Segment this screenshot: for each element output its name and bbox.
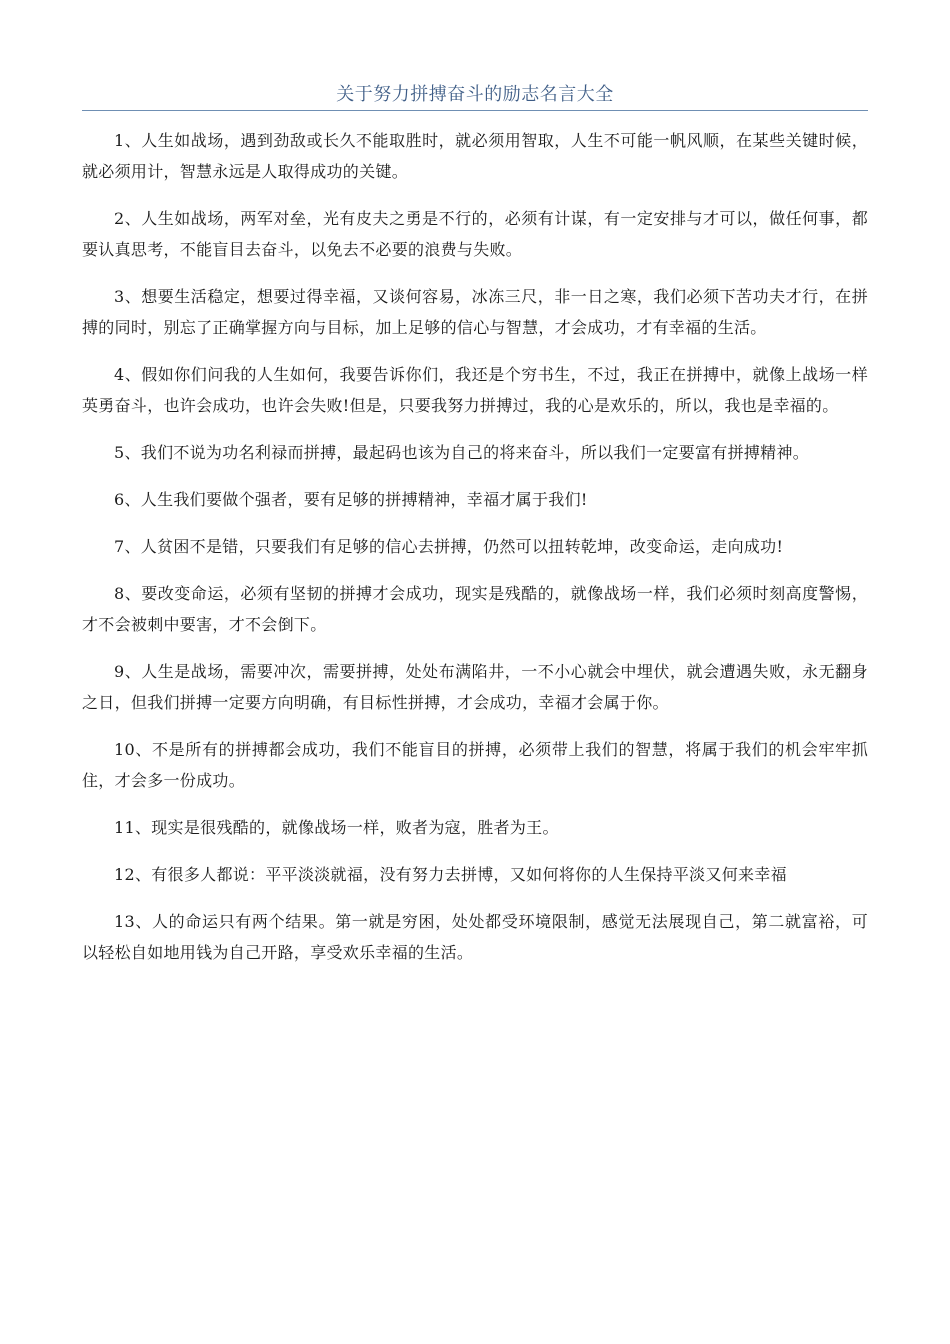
- document-body: [82, 125, 868, 984]
- quote-paragraph-8: 8、要改变命运，必须有坚韧的拼搏才会成功，现实是残酷的，就像战场一样，我们必须时刻高度警惕，才不会被刺中要害，才不会倒下。: [82, 584, 868, 634]
- quote-paragraph-6: 6、人生我们要做个强者，要有足够的拼搏精神，幸福才属于我们!: [114, 490, 588, 509]
- quote-paragraph-3: 3、想要生活稳定，想要过得幸福，又谈何容易，冰冻三尺，非一日之寒，我们必须下苦功夫才行，在拼搏的同时，别忘了正确掌握方向与目标，加上足够的信心与智慧，才会成功，才有幸福的生活。: [82, 287, 868, 337]
- document-title: 关于努力拼搏奋斗的励志名言大全: [336, 84, 614, 105]
- quote-paragraph-9: 9、人生是战场，需要冲次，需要拼搏，处处布满陷井，一不小心就会中埋伏，就会遭遇失败，永无翻身之日，但我们拼搏一定要方向明确，有目标性拼搏，才会成功，幸福才会属于你。: [82, 662, 868, 712]
- quote-paragraph-13: 13、人的命运只有两个结果。第一就是穷困，处处都受环境限制，感觉无法展现自己，第二就富裕，可以轻松自如地用钱为自己开路，享受欢乐幸福的生活。: [82, 912, 868, 962]
- document-header: [82, 80, 868, 111]
- quote-paragraph-11: 11、现实是很残酷的，就像战场一样，败者为寇，胜者为王。: [114, 818, 559, 837]
- quote-paragraph-1: 1、人生如战场，遇到劲敌或长久不能取胜时，就必须用智取，人生不可能一帆风顺，在某些关键时候，就必须用计，智慧永远是人取得成功的关键。: [82, 131, 868, 181]
- quote-paragraph-7: 7、人贫困不是错，只要我们有足够的信心去拼搏，仍然可以扭转乾坤，改变命运，走向成功!: [114, 537, 784, 556]
- quote-paragraph-12: 12、有很多人都说：平平淡淡就福，没有努力去拼博，又如何将你的人生保持平淡又何来幸福: [114, 865, 787, 884]
- quote-paragraph-5: 5、我们不说为功名利禄而拼搏，最起码也该为自己的将来奋斗，所以我们一定要富有拼搏精神。: [114, 443, 810, 462]
- quote-paragraph-4: 4、假如你们问我的人生如何，我要告诉你们，我还是个穷书生，不过，我正在拼搏中，就像上战场一样英勇奋斗，也许会成功，也许会失败!但是，只要我努力拼搏过，我的心是欢乐的，所以，我也是幸福的。: [82, 365, 868, 415]
- quote-paragraph-10: 10、不是所有的拼搏都会成功，我们不能盲目的拼搏，必须带上我们的智慧，将属于我们的机会牢牢抓住，才会多一份成功。: [82, 740, 868, 790]
- quote-paragraph-2: 2、人生如战场，两军对垒，光有皮夫之勇是不行的，必须有计谋，有一定安排与才可以，做任何事，都要认真思考，不能盲目去奋斗，以免去不必要的浪费与失败。: [82, 209, 868, 259]
